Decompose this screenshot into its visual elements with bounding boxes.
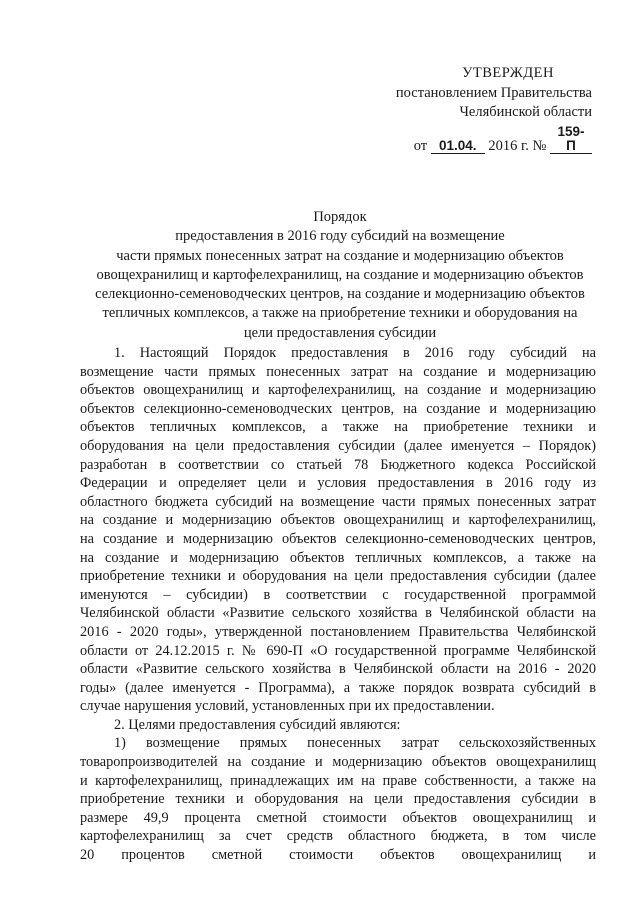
title-line: овощехранилищ и картофелехранилищ, на создание и модернизацию объектов [96, 266, 584, 283]
title-line: тепличных комплексов, а также на приобретение техники и оборудования на [102, 305, 578, 322]
paragraph-1-line: области от 24.12.2015 г. № 690-П «О государственной программе Челябинской [80, 642, 596, 659]
item-1-line: 1) возмещение прямых понесенных затрат сельскохозяйственных [114, 735, 596, 752]
resolution-number: 159-П [550, 125, 592, 154]
item-1-line: и картофелехранилищ, принадлежащих им на праве собственности, а также на [80, 772, 596, 789]
approval-line-1: постановлением Правительства [395, 84, 592, 101]
title-line: цели предоставления субсидии [243, 324, 437, 341]
item-1-line: товаропроизводителей на создание и модернизацию объектов овощехранилищ [80, 754, 596, 771]
paragraph-1-line: Челябинской области «Развитие сельского хозяйства в Челябинской области на [80, 605, 596, 622]
approval-stamp [362, 64, 592, 156]
paragraph-1-line: объектов овощехранилищ и картофелехранилищ, на создание и модернизацию [80, 382, 596, 399]
date-value: 01.04. [431, 139, 485, 154]
approval-date-line [362, 125, 592, 157]
document-title [70, 208, 610, 343]
title-line: Порядок [313, 209, 367, 225]
paragraph-1-line: областного бюджета субсидий на возмещение части прямых понесенных затрат [80, 493, 596, 510]
year-text: 2016 г. № [488, 137, 547, 154]
paragraph-1-line: Федерации и определяет цели и условия предоставления в 2016 году из [80, 475, 596, 492]
item-1-line: приобретение техники и оборудования на цели предоставления субсидии в [80, 791, 596, 808]
paragraph-1-line: объектов тепличных комплексов, а также на приобретение техники и [80, 419, 596, 436]
paragraph-1-line: области «Развитие сельского хозяйства в Челябинской области на 2016 - 2020 [80, 661, 596, 678]
title-line: селекционно-семеноводческих центров, на создание и модернизацию объектов [95, 286, 585, 303]
approval-heading: УТВЕРЖДЕН [462, 65, 554, 81]
paragraph-1-line: именуются – субсидии) в соответствии с государственной программой [80, 586, 596, 603]
paragraph-1-line: разработан в соответствии со статьей 78 Бюджетного кодекса Российской [80, 456, 596, 473]
paragraph-1-line: случае нарушения условий, установленных при их предоставлении. [80, 698, 495, 715]
paragraph-1-line: на создание и модернизацию объектов овощехранилищ и картофелехранилищ, [80, 512, 596, 529]
date-prefix: от [413, 137, 428, 154]
paragraph-2-line: 2. Целями предоставления субсидий являются: [114, 716, 401, 733]
paragraph-1-line: объектов селекционно-семеноводческих центров, на создание и модернизацию [80, 400, 596, 417]
paragraph-1-line: на создание и модернизацию объектов тепличных комплексов, а также на [80, 549, 596, 566]
paragraph-1-line: на создание и модернизацию объектов селекционно-семеноводческих центров, [80, 530, 596, 547]
paragraph-1-line: годы» (далее именуется - Программа), а также порядок возврата субсидий в [80, 679, 596, 696]
paragraph-1-line: 2016 - 2020 годы», утвержденной постановлением Правительства Челябинской [80, 623, 596, 640]
item-1-line: 20 процентов сметной стоимости объектов овощехранилищ и [80, 847, 596, 864]
paragraph-1-line: приобретение техники и оборудования на цели предоставления субсидии (далее [80, 568, 596, 585]
document-body [80, 344, 596, 865]
paragraph-1-line: возмещение части прямых понесенных затрат на создание и модернизацию [80, 363, 596, 380]
paragraph-1-line: 1. Настоящий Порядок предоставления в 2016 году субсидий на [114, 345, 596, 361]
title-line: предоставления в 2016 году субсидий на возмещение [175, 228, 505, 245]
item-1-line: картофелехранилищ за счет средств областного бюджета, в том числе [80, 828, 596, 845]
approval-line-2: Челябинской области [459, 104, 592, 120]
title-line: части прямых понесенных затрат на создание и модернизацию объектов [116, 247, 564, 264]
paragraph-1-line: оборудования на цели предоставления субсидии (далее именуется – Порядок) [80, 437, 596, 454]
item-1-line: размере 49,9 процента сметной стоимости объектов овощехранилищ и [80, 809, 596, 826]
